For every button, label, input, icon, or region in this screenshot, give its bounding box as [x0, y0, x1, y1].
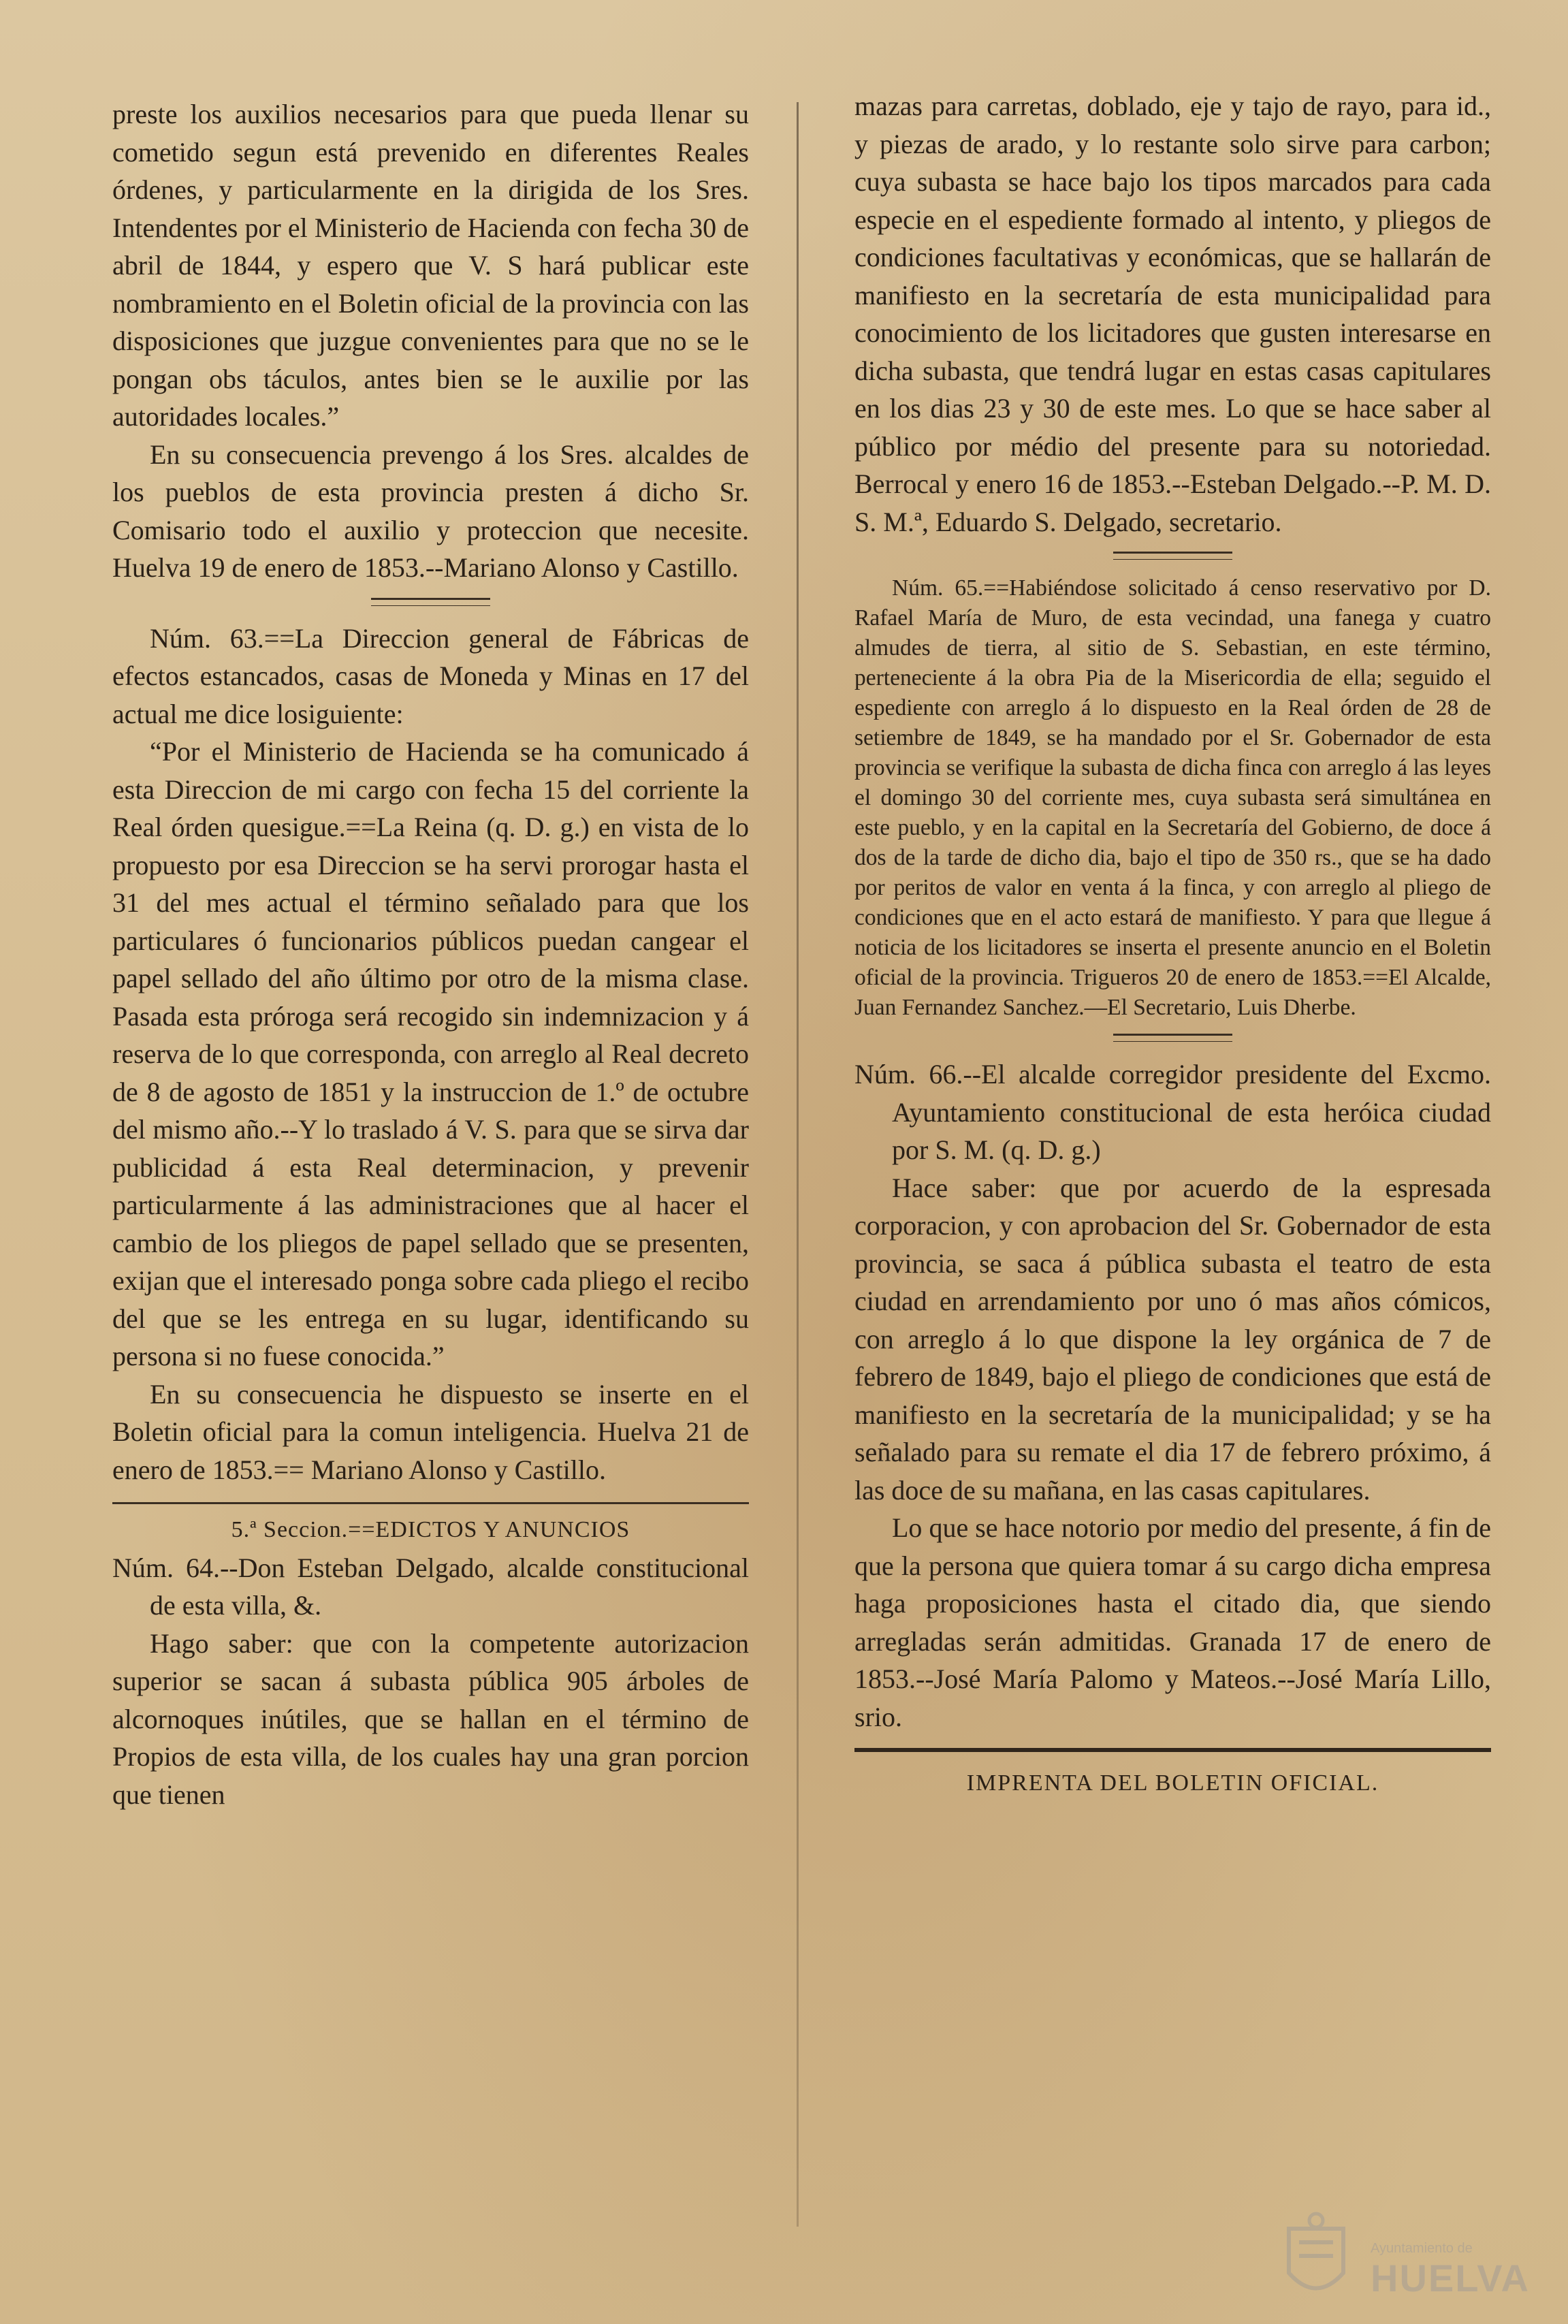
notice-64-body: Hago saber: que con la competente autorizacion superior se sacan á subasta pública 905 árboles de alcornoques inútiles, que se hallan en el término de Propios de esta villa, de los cuales hay una gran porcion que tienen: [112, 1627, 749, 1810]
huelva-watermark: [1275, 2208, 1530, 2310]
notice-66-header: Núm. 66.--El alcalde corregidor presidente del Excmo. Ayuntamiento constitucional de esta heróica ciudad por S. M. (q. D. g.): [854, 1059, 1491, 1165]
notice-65-body: Núm. 65.==Habiéndose solicitado á censo reservativo por D. Rafael María de Muro, de esta vecindad, una fanega y cuatro almudes de tierra, al sitio de S. Sebastian, en este término, perteneciente á la obra Pia de la Misericordia de ella; seguido el espediente con arreglo á lo dispuesto en la Real órden de 28 de setiembre de 1849, se ha mandado por el Sr. Gobernador de esta provincia se verifique la subasta de dicha finca con arreglo á las leyes el domingo 30 del corriente mes, cuya subasta será simultánea en este pueblo, y en la capital en la Secretaría del Gobierno, de doce á dos de la tarde de dicho dia, bajo el tipo de 350 rs., que se ha dado por peritos de valor en venta á la finca, y con arreglo al pliego de condiciones que en el acto estará de manifiesto. Y para que llegue á noticia de los licitadores se inserta el presente anuncio en el Boletin oficial de la provincia. Trigueros 20 de enero de 1853.==El Alcalde, Juan Fernandez Sanchez.—El Secretario, Luis Dherbe.: [854, 575, 1491, 1020]
paragraph-consecuencia: En su consecuencia prevengo á los Sres. alcaldes de los pueblos de esta provincia presten á dicho Sr. Comisario todo el auxilio y proteccion que necesite. Huelva 19 de enero de 1853.--Mariano Alonso y Castillo.: [112, 439, 749, 583]
notice-64-header: Núm. 64.--Don Esteban Delgado, alcalde constitucional de esta villa, &.: [112, 1552, 749, 1621]
short-divider: [371, 598, 490, 606]
short-divider: [1113, 552, 1232, 560]
paragraph-auxilio: preste los auxilios necesarios para que pueda llenar su cometido segun está prevenido en diferentes Reales órdenes, y particularmente en la dirigida de los Sres. Intendentes por el Ministerio de Hacienda con fecha 30 de abril de 1844, y espero que V. S hará publicar este nombramiento en el Boletin oficial de la provincia con las disposiciones que juzgue convenientes para que no se le pongan obs táculos, antes bien se le auxilie por las autoridades locales.”: [112, 99, 749, 432]
notice-66-body: Hace saber: que por acuerdo de la espresada corporacion, y con aprobacion del Sr. Gobernador de esta provincia, se saca á pública subasta el teatro de esta ciudad en arrendamiento por uno ó mas años cómicos, con arreglo á lo que dispone la ley orgánica de 7 de febrero de 1849, bajo el pliego de condiciones que está de manifiesto en la secretaría de la municipalidad; y se ha señalado para su remate el dia 17 de febrero próximo, á las doce de su mañana, en las casas capitulares.: [854, 1172, 1491, 1506]
notice-66-closing: Lo que se hace notorio por medio del presente, á fin de que la persona que quiera tomar á su cargo dicha empresa haga proposiciones hasta el citado dia, que siendo arregladas serán admitidas. Granada 17 de enero de 1853.--José María Palomo y Mateos.--José María Lillo, srio.: [854, 1512, 1491, 1732]
section-rule: [112, 1502, 749, 1504]
footer-rule: [854, 1748, 1491, 1757]
right-column: [854, 87, 1491, 2283]
watermark-title: HUELVA: [1371, 2257, 1530, 2299]
notice-63-closing: En su consecuencia he dispuesto se inserte en el Boletin oficial para la comun inteligencia. Huelva 21 de enero de 1853.== Mariano Alonso y Castillo.: [112, 1378, 749, 1485]
short-divider: [1113, 1034, 1232, 1042]
left-column: [112, 95, 749, 2283]
column-divider: [797, 102, 799, 2227]
printer-imprint: IMPRENTA DEL BOLETIN OFICIAL.: [966, 1770, 1379, 1796]
notice-63-quote: “Por el Ministerio de Hacienda se ha comunicado á esta Direccion de mi cargo con fecha 15 del corriente la Real órden quesigue.==La Reina (q. D. g.) en vista de lo propuesto por esa Direccion se ha servi prorogar hasta el 31 del mes actual el término señalado para que los particulares ó funcionarios públicos puedan cangear el papel sellado del año último por otro de la misma clase. Pasada esta próroga será recogido sin indemnizacion y á reserva de lo que corresponda, con arreglo al Real decreto de 8 de agosto de 1851 y la instruccion de 1.º de octubre del mismo año.--Y lo traslado á V. S. para que se sirva dar publicidad á esta Real determinacion, y prevenir particularmente á las administraciones que al hacer el cambio de los pliegos de papel sellado que se presenten, exijan que el interesado ponga sobre cada pliego el recibo del que se les entrega en su lugar, identificando su persona si no fuese conocida.”: [112, 736, 749, 1371]
section-heading: 5.ª Seccion.==EDICTOS Y ANUNCIOS: [231, 1517, 630, 1542]
crest-icon: [1275, 2208, 1357, 2310]
watermark-subtitle: Ayuntamiento de: [1371, 2241, 1473, 2256]
notice-64-continuation: mazas para carretas, doblado, eje y tajo de rayo, para id., y piezas de arado, y lo restante solo sirve para carbon; cuya subasta se hace bajo los tipos marcados para cada especie en el espediente formado al intento, y pliegos de condiciones facultativas y económicas, que se hallarán de manifiesto en la secretaría de esta municipalidad para conocimiento de los licitadores que gusten interesarse en dicha subasta, que tendrá lugar en estas casas capitulares en los dias 23 y 30 de este mes. Lo que se hace saber al público por médio del presente para su notoriedad. Berrocal y enero 16 de 1853.--Esteban Delgado.--P. M. D. S. M.ª, Eduardo S. Delgado, secretario.: [854, 91, 1491, 537]
notice-63-header: Núm. 63.==La Direccion general de Fábricas de efectos estancados, casas de Moneda y Minas en 17 del actual me dice losiguiente:: [112, 622, 749, 729]
